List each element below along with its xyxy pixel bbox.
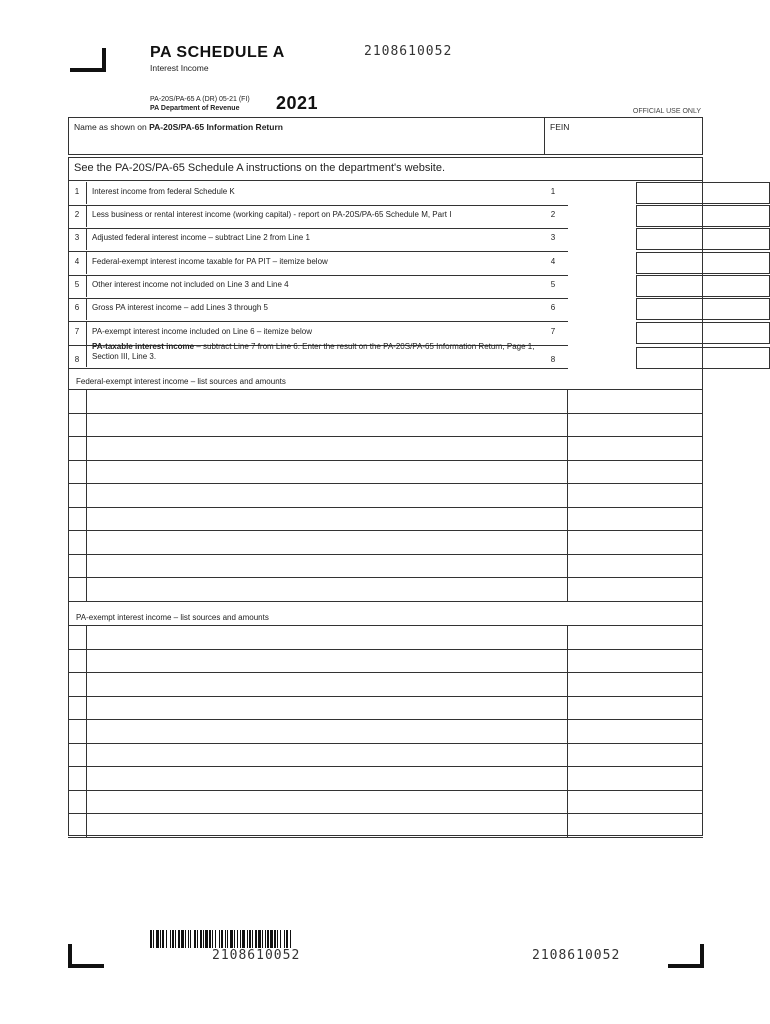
federal-exempt-row-divider	[68, 601, 703, 602]
line-divider	[68, 228, 568, 229]
barcode-bar	[274, 930, 276, 948]
form-code: PA-20S/PA-65 A (DR) 05-21 (FI)	[150, 96, 250, 103]
federal-exempt-amount-field[interactable]	[569, 484, 701, 506]
pa-exempt-amount-field[interactable]	[569, 744, 701, 766]
instructions-text: See the PA-20S/PA-65 Schedule A instructions on the department's website.	[74, 162, 446, 174]
barcode-bar	[212, 930, 213, 948]
line-divider	[68, 298, 568, 299]
barcode-bar	[170, 930, 171, 948]
federal-exempt-amount-field[interactable]	[569, 508, 701, 530]
pa-exempt-source-field[interactable]	[87, 673, 567, 695]
barcode-bar	[258, 930, 261, 948]
barcode-bar	[160, 930, 161, 948]
line-number: 5	[74, 280, 80, 289]
barcode-bar	[166, 930, 167, 948]
federal-exempt-amount-field[interactable]	[569, 414, 701, 436]
federal-exempt-source-field[interactable]	[87, 461, 567, 483]
barcode-bar	[175, 930, 176, 948]
barcode-bar	[262, 930, 263, 948]
federal-exempt-label: Federal-exempt interest income – list sources and amounts	[76, 377, 286, 386]
amount-field-line-3[interactable]	[636, 228, 770, 250]
pa-exempt-amount-field[interactable]	[569, 767, 701, 789]
number-column-divider	[86, 337, 87, 367]
line-number: 7	[74, 327, 80, 336]
federal-exempt-source-field[interactable]	[87, 531, 567, 553]
barcode-bar	[221, 930, 223, 948]
line-description	[92, 342, 552, 362]
line-description: Federal-exempt interest income taxable for PA PIT – itemize below	[92, 257, 328, 266]
barcode-bar	[156, 930, 159, 948]
line-description: Less business or rental interest income (working capital) - report on PA-20S/PA-65 Schedule M, Part I	[92, 210, 452, 219]
pa-exempt-amount-field[interactable]	[569, 720, 701, 742]
line-ref-number: 3	[550, 233, 556, 242]
barcode-bar	[194, 930, 196, 948]
line-divider	[68, 275, 568, 276]
line-number: 4	[74, 257, 80, 266]
line-description: Interest income from federal Schedule K	[92, 187, 235, 196]
line-description: PA-exempt interest income included on Line 6 – itemize below	[92, 327, 312, 336]
barcode-bar	[215, 930, 216, 948]
barcode-bar	[284, 930, 285, 948]
tax-year: 2021	[276, 93, 319, 113]
pa-exempt-source-field[interactable]	[87, 814, 567, 836]
schedule-line-5	[68, 279, 703, 303]
pa-exempt-source-field[interactable]	[87, 697, 567, 719]
pa-exempt-source-field[interactable]	[87, 650, 567, 672]
federal-exempt-source-field[interactable]	[87, 437, 567, 459]
barcode-number: 2108610052	[212, 948, 301, 963]
federal-exempt-source-field[interactable]	[87, 414, 567, 436]
barcode-bar	[277, 930, 278, 948]
schedule-line-4	[68, 256, 703, 280]
federal-exempt-amount-field[interactable]	[569, 437, 701, 459]
line-ref-number: 2	[550, 210, 556, 219]
number-column-divider	[86, 182, 87, 204]
federal-exempt-source-field[interactable]	[87, 555, 567, 577]
barcode-bar	[181, 930, 184, 948]
amount-field-line-5[interactable]	[636, 275, 770, 297]
schedule-line-3	[68, 232, 703, 256]
federal-exempt-amount-field[interactable]	[569, 555, 701, 577]
barcode-bar	[227, 930, 228, 948]
barcode-bar	[237, 930, 238, 948]
federal-exempt-amount-field[interactable]	[569, 390, 701, 412]
schedule-line-8	[68, 341, 703, 365]
official-use-label: OFFICIAL USE ONLY	[632, 108, 701, 115]
pa-exempt-column-divider	[567, 625, 568, 837]
form-subtitle: Interest Income	[150, 63, 209, 73]
department-name: PA Department of Revenue	[150, 105, 240, 112]
fein-label: FEIN	[550, 122, 570, 132]
pa-exempt-source-field[interactable]	[87, 767, 567, 789]
number-column-divider	[86, 298, 87, 320]
barcode-bar	[242, 930, 245, 948]
federal-exempt-column-divider	[567, 389, 568, 601]
line-description-bold: PA-taxable interest income	[92, 342, 195, 351]
registration-mark-bottom-right	[668, 944, 704, 968]
barcode-bar	[280, 930, 281, 948]
federal-exempt-column-divider	[86, 389, 87, 601]
line-ref-number: 1	[550, 187, 556, 196]
number-column-divider	[86, 275, 87, 297]
line-description-rest: – subtract Line 7 from Line 6. Enter the result on the PA-20S/PA-65 Information Return, Page 1, Section III, Line 3.	[92, 342, 535, 361]
federal-exempt-source-field[interactable]	[87, 390, 567, 412]
schedule-line-1	[68, 186, 703, 210]
amount-field-line-4[interactable]	[636, 252, 770, 274]
pa-exempt-source-field[interactable]	[87, 626, 567, 648]
name-label: Name as shown on PA-20S/PA-65 Information Return	[74, 122, 283, 132]
line-divider	[68, 368, 568, 369]
schedule-line-6	[68, 302, 703, 326]
barcode-bar	[230, 930, 233, 948]
federal-exempt-amount-field[interactable]	[569, 461, 701, 483]
amount-field-line-1[interactable]	[636, 182, 770, 204]
line-number: 3	[74, 233, 80, 242]
registration-mark-bottom-left	[68, 944, 104, 968]
pa-exempt-amount-field[interactable]	[569, 650, 701, 672]
barcode-bar	[265, 930, 266, 948]
federal-exempt-amount-field[interactable]	[569, 531, 701, 553]
pa-exempt-row-divider	[68, 837, 703, 838]
barcode-bar	[234, 930, 235, 948]
barcode-bar	[205, 930, 208, 948]
barcode-bar	[219, 930, 220, 948]
barcode-bar	[197, 930, 198, 948]
barcode-bar	[252, 930, 253, 948]
barcode-bar	[150, 930, 152, 948]
line-ref-number: 5	[550, 280, 556, 289]
top-form-number: 2108610052	[364, 44, 453, 59]
barcode-bar	[153, 930, 154, 948]
line-description: Gross PA interest income – add Lines 3 through 5	[92, 303, 268, 312]
barcode-bar	[190, 930, 191, 948]
line-number: 6	[74, 303, 80, 312]
line-number: 1	[74, 187, 80, 196]
fein-divider	[544, 117, 545, 155]
pa-exempt-amount-field[interactable]	[569, 791, 701, 813]
pa-exempt-column-divider	[86, 625, 87, 837]
amount-field-line-8[interactable]	[636, 347, 770, 369]
barcode-bar	[200, 930, 202, 948]
pa-exempt-source-field[interactable]	[87, 744, 567, 766]
federal-exempt-amount-field[interactable]	[569, 578, 701, 600]
barcode-bar	[286, 930, 288, 948]
line-number: 2	[74, 210, 80, 219]
line-ref-number: 8	[550, 355, 556, 364]
line-description: Adjusted federal interest income – subtract Line 2 from Line 1	[92, 233, 310, 242]
line-number: 8	[74, 355, 80, 364]
line-ref-number: 4	[550, 257, 556, 266]
pa-exempt-source-field[interactable]	[87, 720, 567, 742]
barcode-bar	[247, 930, 248, 948]
amount-field-line-2[interactable]	[636, 205, 770, 227]
barcode-bar	[255, 930, 257, 948]
pa-exempt-amount-field[interactable]	[569, 697, 701, 719]
number-column-divider	[86, 228, 87, 250]
federal-exempt-source-field[interactable]	[87, 484, 567, 506]
barcode-bar	[240, 930, 241, 948]
footer-form-number: 2108610052	[532, 948, 621, 963]
pa-exempt-label: PA-exempt interest income – list sources and amounts	[76, 613, 269, 622]
federal-exempt-source-field[interactable]	[87, 578, 567, 600]
pa-exempt-amount-field[interactable]	[569, 673, 701, 695]
registration-mark-top	[70, 48, 106, 72]
divider	[68, 180, 703, 181]
line-ref-number: 6	[550, 303, 556, 312]
pa-exempt-amount-field[interactable]	[569, 626, 701, 648]
pa-exempt-amount-field[interactable]	[569, 814, 701, 836]
barcode-bar	[162, 930, 164, 948]
schedule-line-2	[68, 209, 703, 233]
barcode-bar	[209, 930, 211, 948]
pa-exempt-source-field[interactable]	[87, 791, 567, 813]
barcode-bar	[270, 930, 273, 948]
barcode	[150, 930, 364, 948]
form-title: PA SCHEDULE A	[150, 44, 285, 61]
barcode-bar	[267, 930, 269, 948]
line-divider	[68, 321, 568, 322]
barcode-bar	[290, 930, 291, 948]
barcode-bar	[249, 930, 251, 948]
line-divider	[68, 205, 568, 206]
barcode-bar	[225, 930, 226, 948]
amount-field-line-6[interactable]	[636, 298, 770, 320]
federal-exempt-source-field[interactable]	[87, 508, 567, 530]
barcode-bar	[203, 930, 204, 948]
barcode-bar	[185, 930, 186, 948]
barcode-bar	[188, 930, 189, 948]
line-ref-number: 7	[550, 327, 556, 336]
barcode-bar	[178, 930, 180, 948]
line-description: Other interest income not included on Line 3 and Line 4	[92, 280, 289, 289]
number-column-divider	[86, 205, 87, 227]
number-column-divider	[86, 252, 87, 274]
barcode-bar	[172, 930, 174, 948]
line-divider	[68, 251, 568, 252]
